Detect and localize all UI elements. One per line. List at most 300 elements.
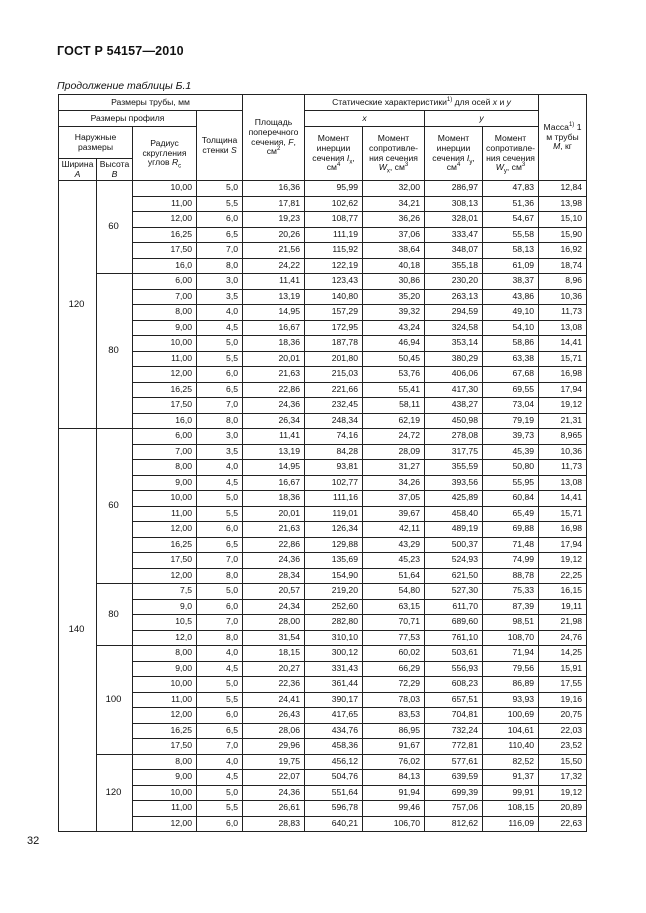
- value-cell: 6,0: [197, 212, 243, 228]
- value-cell: 761,10: [425, 630, 483, 646]
- value-cell: 66,29: [363, 661, 425, 677]
- table-row: [59, 475, 587, 491]
- value-cell: 58,86: [483, 336, 539, 352]
- value-cell: 4,0: [197, 754, 243, 770]
- value-cell: 8,965: [539, 429, 587, 445]
- header-axis-y: y: [425, 111, 539, 127]
- value-cell: 5,0: [197, 677, 243, 693]
- table-row: [59, 243, 587, 259]
- value-cell: 230,20: [425, 274, 483, 290]
- value-cell: 16,25: [133, 382, 197, 398]
- value-cell: 60,02: [363, 646, 425, 662]
- value-cell: 54,67: [483, 212, 539, 228]
- value-cell: 5,0: [197, 491, 243, 507]
- width-cell: 140: [59, 429, 97, 832]
- value-cell: 355,18: [425, 258, 483, 274]
- value-cell: 11,41: [243, 274, 305, 290]
- value-cell: 294,59: [425, 305, 483, 321]
- value-cell: 43,86: [483, 289, 539, 305]
- value-cell: 22,03: [539, 723, 587, 739]
- table-row: [59, 258, 587, 274]
- value-cell: 71,94: [483, 646, 539, 662]
- value-cell: 83,53: [363, 708, 425, 724]
- value-cell: 458,40: [425, 506, 483, 522]
- value-cell: 116,09: [483, 816, 539, 832]
- value-cell: 4,0: [197, 460, 243, 476]
- value-cell: 9,0: [133, 599, 197, 615]
- value-cell: 704,81: [425, 708, 483, 724]
- value-cell: 355,59: [425, 460, 483, 476]
- value-cell: 215,03: [305, 367, 363, 383]
- value-cell: 201,80: [305, 351, 363, 367]
- value-cell: 393,56: [425, 475, 483, 491]
- value-cell: 71,48: [483, 537, 539, 553]
- value-cell: 16,98: [539, 522, 587, 538]
- value-cell: 16,67: [243, 475, 305, 491]
- table-row: [59, 212, 587, 228]
- value-cell: 9,00: [133, 475, 197, 491]
- table-row: [59, 181, 587, 197]
- value-cell: 417,65: [305, 708, 363, 724]
- header-radius: Радиус скругления углов $R_c$: [133, 127, 197, 181]
- value-cell: 31,27: [363, 460, 425, 476]
- table-row: [59, 537, 587, 553]
- value-cell: 32,00: [363, 181, 425, 197]
- table-row: [59, 336, 587, 352]
- value-cell: 50,80: [483, 460, 539, 476]
- value-cell: 42,11: [363, 522, 425, 538]
- value-cell: 26,34: [243, 413, 305, 429]
- value-cell: 11,73: [539, 460, 587, 476]
- value-cell: 106,70: [363, 816, 425, 832]
- value-cell: 55,95: [483, 475, 539, 491]
- value-cell: 58,13: [483, 243, 539, 259]
- header-axis-x: x: [305, 111, 425, 127]
- value-cell: 13,19: [243, 444, 305, 460]
- value-cell: 129,88: [305, 537, 363, 553]
- value-cell: 12,0: [133, 630, 197, 646]
- value-cell: 19,11: [539, 599, 587, 615]
- value-cell: 86,95: [363, 723, 425, 739]
- value-cell: 425,89: [425, 491, 483, 507]
- value-cell: 621,50: [425, 568, 483, 584]
- value-cell: 252,60: [305, 599, 363, 615]
- value-cell: 4,5: [197, 661, 243, 677]
- header-profile-sizes: Размеры профиля: [59, 111, 197, 127]
- value-cell: 300,12: [305, 646, 363, 662]
- value-cell: 16,98: [539, 367, 587, 383]
- value-cell: 12,00: [133, 522, 197, 538]
- table-row: [59, 196, 587, 212]
- value-cell: 406,06: [425, 367, 483, 383]
- value-cell: 232,45: [305, 398, 363, 414]
- value-cell: 5,5: [197, 351, 243, 367]
- value-cell: 74,99: [483, 553, 539, 569]
- value-cell: 4,5: [197, 320, 243, 336]
- value-cell: 22,25: [539, 568, 587, 584]
- value-cell: 16,67: [243, 320, 305, 336]
- value-cell: 5,0: [197, 785, 243, 801]
- value-cell: 19,16: [539, 692, 587, 708]
- value-cell: 3,0: [197, 429, 243, 445]
- value-cell: 278,08: [425, 429, 483, 445]
- value-cell: 8,00: [133, 305, 197, 321]
- value-cell: 16,25: [133, 723, 197, 739]
- value-cell: 39,67: [363, 506, 425, 522]
- value-cell: 7,00: [133, 444, 197, 460]
- header-inertia-x: Момент инерции сечения $I_x$, $см^4$: [305, 127, 363, 181]
- value-cell: 87,39: [483, 599, 539, 615]
- table-row: [59, 754, 587, 770]
- value-cell: 20,57: [243, 584, 305, 600]
- value-cell: 102,77: [305, 475, 363, 491]
- value-cell: 40,18: [363, 258, 425, 274]
- value-cell: 17,94: [539, 382, 587, 398]
- value-cell: 76,02: [363, 754, 425, 770]
- value-cell: 524,93: [425, 553, 483, 569]
- table-row: [59, 661, 587, 677]
- value-cell: 551,64: [305, 785, 363, 801]
- value-cell: 53,76: [363, 367, 425, 383]
- table-row: [59, 816, 587, 832]
- value-cell: 10,36: [539, 289, 587, 305]
- value-cell: 8,00: [133, 646, 197, 662]
- value-cell: 74,16: [305, 429, 363, 445]
- value-cell: 450,98: [425, 413, 483, 429]
- value-cell: 12,00: [133, 816, 197, 832]
- value-cell: 91,67: [363, 739, 425, 755]
- value-cell: 19,12: [539, 785, 587, 801]
- value-cell: 19,12: [539, 398, 587, 414]
- height-cell: 100: [97, 646, 133, 755]
- value-cell: 24,76: [539, 630, 587, 646]
- value-cell: 108,70: [483, 630, 539, 646]
- value-cell: 13,98: [539, 196, 587, 212]
- value-cell: 16,0: [133, 413, 197, 429]
- value-cell: 17,50: [133, 398, 197, 414]
- value-cell: 17,50: [133, 553, 197, 569]
- value-cell: 434,76: [305, 723, 363, 739]
- value-cell: 348,07: [425, 243, 483, 259]
- value-cell: 640,21: [305, 816, 363, 832]
- header-area: Площадь поперечного сечения, F, $см^2$: [243, 95, 305, 181]
- value-cell: 248,34: [305, 413, 363, 429]
- value-cell: 61,09: [483, 258, 539, 274]
- value-cell: 39,32: [363, 305, 425, 321]
- value-cell: 12,00: [133, 367, 197, 383]
- value-cell: 93,81: [305, 460, 363, 476]
- value-cell: 6,00: [133, 429, 197, 445]
- table-row: [59, 460, 587, 476]
- value-cell: 28,83: [243, 816, 305, 832]
- value-cell: 102,62: [305, 196, 363, 212]
- value-cell: 657,51: [425, 692, 483, 708]
- value-cell: 95,99: [305, 181, 363, 197]
- value-cell: 108,15: [483, 801, 539, 817]
- value-cell: 4,5: [197, 475, 243, 491]
- value-cell: 154,90: [305, 568, 363, 584]
- table-row: [59, 444, 587, 460]
- value-cell: 772,81: [425, 739, 483, 755]
- value-cell: 380,29: [425, 351, 483, 367]
- table-row: [59, 491, 587, 507]
- value-cell: 36,26: [363, 212, 425, 228]
- value-cell: 17,50: [133, 739, 197, 755]
- table-row: [59, 320, 587, 336]
- value-cell: 15,71: [539, 351, 587, 367]
- table-header: [59, 95, 587, 181]
- table-row: [59, 646, 587, 662]
- value-cell: 221,66: [305, 382, 363, 398]
- table-row: [59, 739, 587, 755]
- value-cell: 16,25: [133, 227, 197, 243]
- height-cell: 80: [97, 584, 133, 646]
- value-cell: 24,22: [243, 258, 305, 274]
- value-cell: 9,00: [133, 661, 197, 677]
- value-cell: 98,51: [483, 615, 539, 631]
- value-cell: 15,90: [539, 227, 587, 243]
- value-cell: 5,0: [197, 336, 243, 352]
- value-cell: 14,95: [243, 305, 305, 321]
- value-cell: 86,89: [483, 677, 539, 693]
- value-cell: 45,39: [483, 444, 539, 460]
- value-cell: 26,43: [243, 708, 305, 724]
- value-cell: 122,19: [305, 258, 363, 274]
- value-cell: 111,19: [305, 227, 363, 243]
- value-cell: 8,0: [197, 568, 243, 584]
- value-cell: 13,08: [539, 320, 587, 336]
- value-cell: 51,36: [483, 196, 539, 212]
- value-cell: 333,47: [425, 227, 483, 243]
- value-cell: 28,06: [243, 723, 305, 739]
- value-cell: 417,30: [425, 382, 483, 398]
- value-cell: 5,0: [197, 584, 243, 600]
- value-cell: 93,93: [483, 692, 539, 708]
- value-cell: 54,80: [363, 584, 425, 600]
- value-cell: 9,00: [133, 770, 197, 786]
- value-cell: 69,55: [483, 382, 539, 398]
- value-cell: 65,49: [483, 506, 539, 522]
- value-cell: 115,92: [305, 243, 363, 259]
- value-cell: 30,86: [363, 274, 425, 290]
- value-cell: 18,74: [539, 258, 587, 274]
- value-cell: 5,5: [197, 801, 243, 817]
- value-cell: 21,56: [243, 243, 305, 259]
- value-cell: 75,33: [483, 584, 539, 600]
- value-cell: 6,5: [197, 382, 243, 398]
- value-cell: 35,20: [363, 289, 425, 305]
- value-cell: 72,29: [363, 677, 425, 693]
- header-pipe-sizes: Размеры трубы, мм: [59, 95, 243, 111]
- value-cell: 6,0: [197, 599, 243, 615]
- value-cell: 6,0: [197, 367, 243, 383]
- value-cell: 5,5: [197, 692, 243, 708]
- value-cell: 732,24: [425, 723, 483, 739]
- value-cell: 123,43: [305, 274, 363, 290]
- value-cell: 8,00: [133, 460, 197, 476]
- value-cell: 6,00: [133, 274, 197, 290]
- value-cell: 13,19: [243, 289, 305, 305]
- value-cell: 11,00: [133, 692, 197, 708]
- value-cell: 55,58: [483, 227, 539, 243]
- table-row: [59, 351, 587, 367]
- value-cell: 91,37: [483, 770, 539, 786]
- value-cell: 14,41: [539, 491, 587, 507]
- value-cell: 16,25: [133, 537, 197, 553]
- value-cell: 11,73: [539, 305, 587, 321]
- height-cell: 60: [97, 429, 133, 584]
- value-cell: 608,23: [425, 677, 483, 693]
- value-cell: 8,96: [539, 274, 587, 290]
- table-row: [59, 227, 587, 243]
- value-cell: 39,73: [483, 429, 539, 445]
- value-cell: 10,00: [133, 181, 197, 197]
- value-cell: 12,84: [539, 181, 587, 197]
- value-cell: 79,56: [483, 661, 539, 677]
- value-cell: 12,00: [133, 708, 197, 724]
- value-cell: 7,0: [197, 553, 243, 569]
- table-row: [59, 677, 587, 693]
- value-cell: 19,23: [243, 212, 305, 228]
- value-cell: 21,31: [539, 413, 587, 429]
- value-cell: 22,86: [243, 382, 305, 398]
- value-cell: 331,43: [305, 661, 363, 677]
- height-cell: 120: [97, 754, 133, 832]
- value-cell: 99,46: [363, 801, 425, 817]
- width-cell: 120: [59, 181, 97, 429]
- value-cell: 8,00: [133, 754, 197, 770]
- value-cell: 22,07: [243, 770, 305, 786]
- value-cell: 23,52: [539, 739, 587, 755]
- height-cell: 80: [97, 274, 133, 429]
- value-cell: 286,97: [425, 181, 483, 197]
- value-cell: 24,34: [243, 599, 305, 615]
- header-height: Высота B: [97, 159, 133, 181]
- value-cell: 34,21: [363, 196, 425, 212]
- value-cell: 11,00: [133, 801, 197, 817]
- value-cell: 20,01: [243, 351, 305, 367]
- value-cell: 84,13: [363, 770, 425, 786]
- value-cell: 10,00: [133, 785, 197, 801]
- value-cell: 84,28: [305, 444, 363, 460]
- value-cell: 77,53: [363, 630, 425, 646]
- value-cell: 69,88: [483, 522, 539, 538]
- value-cell: 8,0: [197, 630, 243, 646]
- value-cell: 17,50: [133, 243, 197, 259]
- value-cell: 438,27: [425, 398, 483, 414]
- value-cell: 10,00: [133, 677, 197, 693]
- value-cell: 15,10: [539, 212, 587, 228]
- value-cell: 5,0: [197, 181, 243, 197]
- value-cell: 54,10: [483, 320, 539, 336]
- value-cell: 50,45: [363, 351, 425, 367]
- value-cell: 45,23: [363, 553, 425, 569]
- table-row: [59, 785, 587, 801]
- value-cell: 6,5: [197, 537, 243, 553]
- value-cell: 20,27: [243, 661, 305, 677]
- value-cell: 489,19: [425, 522, 483, 538]
- value-cell: 43,24: [363, 320, 425, 336]
- value-cell: 3,5: [197, 444, 243, 460]
- value-cell: 21,63: [243, 522, 305, 538]
- table-caption: Продолжение таблицы Б.1: [57, 80, 192, 92]
- value-cell: 611,70: [425, 599, 483, 615]
- table-row: [59, 553, 587, 569]
- value-cell: 6,0: [197, 522, 243, 538]
- value-cell: 20,01: [243, 506, 305, 522]
- value-cell: 9,00: [133, 320, 197, 336]
- value-cell: 14,41: [539, 336, 587, 352]
- value-cell: 46,94: [363, 336, 425, 352]
- value-cell: 10,00: [133, 491, 197, 507]
- value-cell: 16,0: [133, 258, 197, 274]
- table-row: [59, 522, 587, 538]
- value-cell: 12,00: [133, 212, 197, 228]
- value-cell: 15,71: [539, 506, 587, 522]
- value-cell: 24,36: [243, 398, 305, 414]
- value-cell: 4,0: [197, 646, 243, 662]
- value-cell: 55,41: [363, 382, 425, 398]
- value-cell: 21,63: [243, 367, 305, 383]
- value-cell: 20,89: [539, 801, 587, 817]
- value-cell: 62,19: [363, 413, 425, 429]
- value-cell: 15,50: [539, 754, 587, 770]
- value-cell: 172,95: [305, 320, 363, 336]
- value-cell: 24,72: [363, 429, 425, 445]
- value-cell: 157,29: [305, 305, 363, 321]
- value-cell: 126,34: [305, 522, 363, 538]
- value-cell: 5,5: [197, 196, 243, 212]
- value-cell: 7,5: [133, 584, 197, 600]
- value-cell: 527,30: [425, 584, 483, 600]
- value-cell: 7,0: [197, 739, 243, 755]
- value-cell: 31,54: [243, 630, 305, 646]
- value-cell: 596,78: [305, 801, 363, 817]
- value-cell: 456,12: [305, 754, 363, 770]
- value-cell: 577,61: [425, 754, 483, 770]
- value-cell: 100,69: [483, 708, 539, 724]
- value-cell: 7,0: [197, 243, 243, 259]
- value-cell: 4,5: [197, 770, 243, 786]
- value-cell: 20,75: [539, 708, 587, 724]
- value-cell: 503,61: [425, 646, 483, 662]
- value-cell: 79,19: [483, 413, 539, 429]
- value-cell: 19,75: [243, 754, 305, 770]
- table-row: [59, 429, 587, 445]
- value-cell: 7,0: [197, 398, 243, 414]
- value-cell: 88,78: [483, 568, 539, 584]
- value-cell: 5,5: [197, 506, 243, 522]
- value-cell: 38,37: [483, 274, 539, 290]
- value-cell: 699,39: [425, 785, 483, 801]
- header-resist-x: Момент сопротивле-ния сечения $W_x$, $см^3$: [363, 127, 425, 181]
- value-cell: 11,00: [133, 351, 197, 367]
- value-cell: 82,52: [483, 754, 539, 770]
- value-cell: 104,61: [483, 723, 539, 739]
- table-row: [59, 584, 587, 600]
- value-cell: 58,11: [363, 398, 425, 414]
- value-cell: 12,00: [133, 568, 197, 584]
- value-cell: 8,0: [197, 413, 243, 429]
- value-cell: 108,77: [305, 212, 363, 228]
- table-row: [59, 723, 587, 739]
- value-cell: 458,36: [305, 739, 363, 755]
- value-cell: 10,5: [133, 615, 197, 631]
- value-cell: 11,00: [133, 196, 197, 212]
- value-cell: 328,01: [425, 212, 483, 228]
- value-cell: 70,71: [363, 615, 425, 631]
- value-cell: 16,15: [539, 584, 587, 600]
